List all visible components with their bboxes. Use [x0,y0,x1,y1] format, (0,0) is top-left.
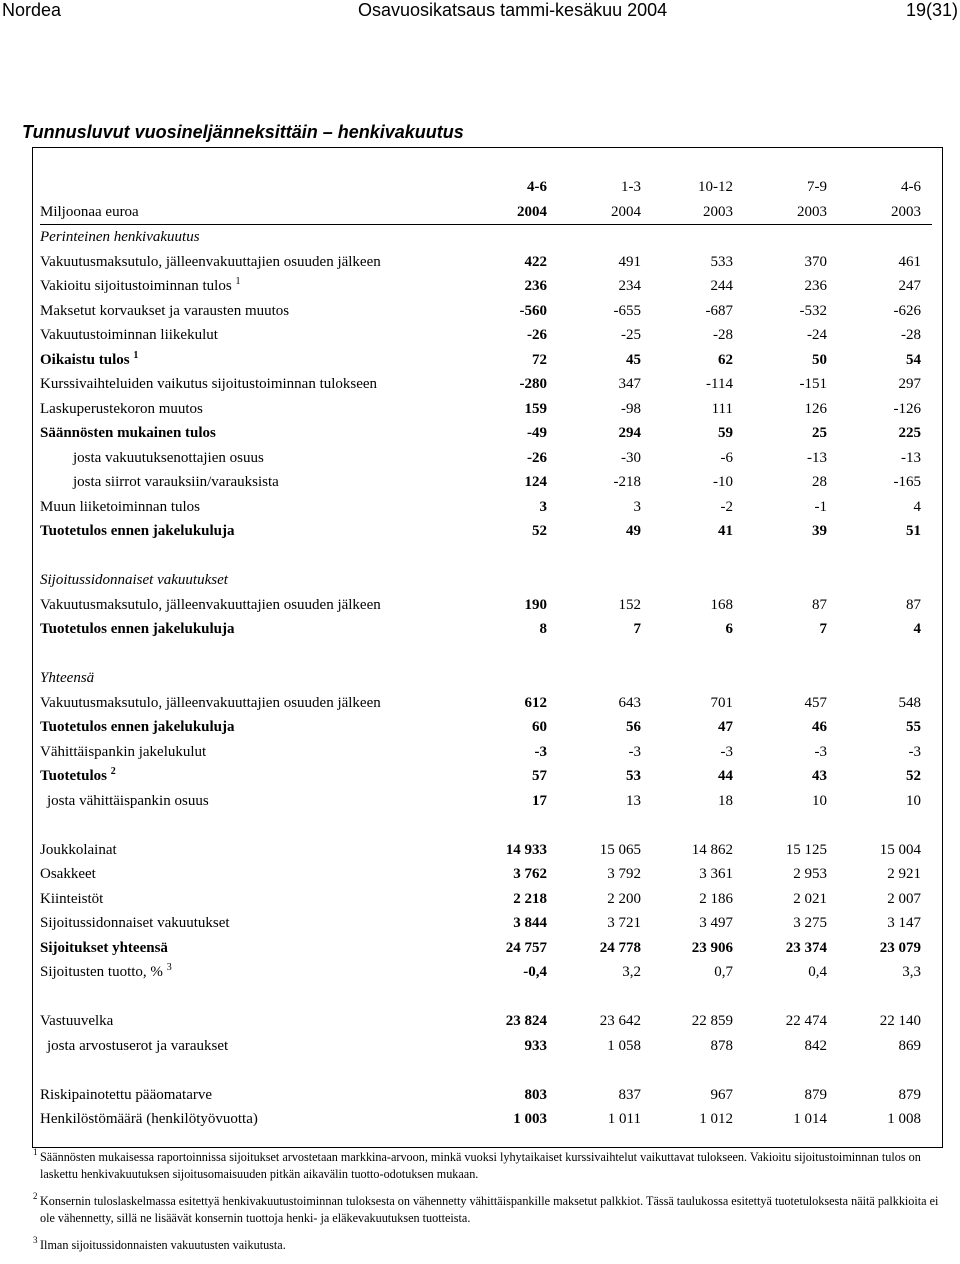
header-company: Nordea [2,0,62,20]
table-cell: 701 [710,694,733,711]
column-header-year-row [40,200,932,226]
row-label [40,936,168,961]
table-body [40,225,932,1132]
row-label-text: Sijoitussidonnaiset vakuutukset [40,915,230,931]
row-label [40,862,96,887]
table-cell: 236 [524,278,547,294]
table-row [40,1034,932,1059]
row-spacer [40,642,932,667]
table-cell: 3,2 [622,964,641,980]
unit-label: Miljoonaa euroa [40,203,139,220]
table-row [40,617,932,642]
table-cell: 124 [524,474,547,490]
row-label [40,299,289,324]
table-cell: 159 [524,400,547,417]
table-cell: -6 [720,449,733,466]
table-cell: -49 [527,425,547,441]
table-row [40,323,932,348]
row-label [40,372,377,397]
table-cell: 234 [618,278,641,294]
table-cell: 25 [812,425,827,441]
row-label-text: Riskipainotettu pääomatarve [40,1086,213,1103]
table-cell: -10 [713,474,733,490]
table-cell: 1 058 [607,1037,641,1054]
footnote-marker: 2 [110,766,116,777]
table-cell: 14 933 [505,841,547,858]
table-cell: 1 014 [793,1111,827,1127]
col-header-period: 1-3 [621,179,641,195]
page-header [0,0,960,22]
row-label-text: Vakuutusmaksutulo, jälleenvakuuttajien osuuden jälkeen [40,253,381,270]
row-label [40,764,116,789]
row-spacer [40,985,932,1010]
table-cell: 23 824 [505,1013,547,1029]
table-cell: -532 [799,302,827,319]
table-cell: 15 004 [879,841,921,858]
row-label-text: Perinteinen henkivakuutus [40,229,200,245]
table-cell: 50 [812,351,827,368]
table-cell: 2 021 [793,890,827,907]
table-cell: 23 906 [691,939,733,956]
table-cell: 60 [532,719,547,735]
section-heading [40,568,932,593]
row-spacer [40,813,932,838]
row-label-text: josta vähittäispankin osuus [47,792,209,809]
table-cell: 4 [913,621,921,637]
table-cell: 43 [812,768,827,784]
table-cell: 869 [898,1037,921,1054]
table-cell: 56 [626,719,641,735]
row-label-text: Laskuperustekoron muutos [40,400,203,417]
table-row [40,960,932,985]
table-cell: 17 [532,792,547,809]
table-cell: -626 [893,302,921,319]
row-label-text: Sijoitussidonnaiset vakuutukset [40,572,228,588]
table-cell: 548 [898,694,921,711]
table-cell: 87 [906,596,921,613]
table-cell: 126 [804,400,827,417]
table-cell: 54 [906,351,921,368]
table-cell: 842 [804,1037,827,1054]
row-label [40,838,117,863]
footnote-text: Säännösten mukaisessa raportoinnissa sijoitukset arvostetaan markkina-arvoon, minkä vuoksi lyhytaikaiset kurssivaihtelut vaikuttavat tulokseen. Vakioitu sijoitustoiminnan tulos on laskettu henkivakuutuksen sijoitusomaisuuden pitkän aikavälin tuotto-odotuksen mukaan. [40,1150,921,1181]
footnote [34,1237,939,1254]
row-label-text: josta vakuutuksenottajien osuus [73,449,264,466]
table-cell: -24 [807,327,827,343]
table-cell: 643 [618,694,641,711]
table-cell: 297 [898,376,921,392]
table-cell: -280 [519,376,547,392]
table-row [40,421,932,446]
footnote-marker: 1 [133,349,139,361]
table-cell: 1 012 [699,1111,733,1127]
table-cell: -1 [814,498,827,515]
table-cell: -3 [534,743,547,760]
table-cell: 1 003 [513,1111,547,1127]
row-label-text: Sijoitukset yhteensä [40,939,168,956]
column-header-period-row [40,175,932,200]
row-label [47,789,209,814]
row-label [40,593,381,618]
row-spacer [40,544,932,569]
header-page-number: 19(31) [905,0,958,20]
table-cell: -3 [908,743,921,760]
table-row [40,715,932,740]
table-cell: 3 792 [607,866,641,882]
table-cell: -13 [807,449,827,466]
table-cell: 22 474 [785,1013,827,1029]
footnote-text: Ilman sijoitussidonnaisten vakuutusten vaikutusta. [40,1238,286,1252]
row-label-text: Maksetut korvaukset ja varausten muutos [40,302,290,319]
table-cell: 190 [524,596,547,613]
row-label-text: Sijoitusten tuotto, % [40,964,163,980]
section-heading [40,225,932,250]
table-cell: 461 [898,253,921,270]
table-row [40,862,932,887]
col-header-period: 7-9 [807,179,827,195]
row-label-text: Muun liiketoiminnan tulos [40,498,200,515]
table-cell: -2 [720,498,733,515]
row-label [40,666,94,691]
table-row [40,1107,932,1132]
table-cell: 2 921 [887,866,921,882]
table-row [40,519,932,544]
table-cell: -28 [713,327,733,343]
table-row [40,372,932,397]
table-cell: -26 [527,449,547,466]
table-cell: 87 [812,596,827,613]
table-row [40,470,932,495]
table-cell: 837 [618,1086,641,1103]
table-row [40,740,932,765]
table-cell: 3 [633,498,641,515]
row-label [40,323,218,348]
table-cell: 247 [898,278,921,294]
table-cell: 7 [819,621,827,637]
row-label-text: Joukkolainat [40,841,117,858]
table-cell: -3 [814,743,827,760]
table-cell: 23 374 [785,939,827,956]
row-label [40,421,216,446]
table-cell: 491 [618,253,641,270]
key-figures-table [40,175,932,1132]
table-cell: 52 [906,768,921,784]
header-report-title: Osavuosikatsaus tammi-kesäkuu 2004 [358,0,668,20]
table-cell: -26 [527,327,547,343]
row-label [40,960,172,985]
table-cell: 3 147 [887,915,921,931]
table-cell: -114 [706,376,733,392]
row-label [73,470,279,495]
footnote-text: Konsernin tuloslaskelmassa esitettyä henkivakuutustoiminnan tuloksesta on vähennetty vähittäispankille maksetut palkkiot. Tässä taulukossa esitettyä tuotetuloksesta näitä palkkioita ei ole vähennetty, sillä ne lisäävät konsernin tuottoja henki- ja eläkevakuutuksen tuotteista. [40,1194,939,1225]
table-row [40,274,932,299]
table-cell: 72 [532,351,547,368]
table-cell: 803 [524,1086,547,1103]
table-cell: 22 859 [691,1013,733,1029]
row-label-text: Vakuutustoiminnan liikekulut [40,327,218,343]
table-cell: 10 [906,792,921,809]
footnote-marker: 3 [166,962,172,973]
table-cell: 3 275 [793,915,827,931]
table-cell: 28 [812,474,827,490]
table-cell: 7 [633,621,641,637]
table-cell: 457 [804,694,827,711]
table-cell: -126 [893,400,921,417]
table-cell: 111 [711,400,733,417]
row-label [40,740,206,765]
table-cell: -165 [893,474,921,490]
table-cell: 55 [906,719,921,735]
table-cell: 51 [906,523,921,539]
table-cell: 244 [710,278,733,294]
table-cell: 347 [618,376,641,392]
table-cell: 18 [718,792,733,809]
table-cell: 2 007 [887,890,921,907]
table-cell: 3 361 [699,866,733,882]
row-label-text: Tuotetulos [40,768,107,784]
table-cell: 1 011 [607,1111,641,1127]
table-cell: 52 [532,523,547,539]
table-cell: -13 [901,449,921,466]
table-row [40,764,932,789]
table-cell: 879 [898,1086,921,1103]
row-label-text: Tuotetulos ennen jakelukuluja [40,621,235,637]
row-label-text: josta siirrot varauksiin/varauksista [73,474,279,490]
table-cell: 44 [718,768,733,784]
table-cell: -3 [628,743,641,760]
table-cell: 49 [626,523,641,539]
table-cell: 4 [913,498,921,515]
table-cell: 533 [710,253,733,270]
row-label [47,1034,228,1059]
table-cell: 39 [812,523,827,539]
col-header-period: 10-12 [698,179,733,195]
footnote-marker: 1 [235,276,241,287]
row-label [40,617,235,642]
table-cell: 23 642 [599,1013,641,1029]
table-cell: 2 218 [513,890,547,907]
table-cell: -28 [901,327,921,343]
table-cell: -0,4 [523,964,547,980]
table-cell: -3 [720,743,733,760]
row-label-text: Yhteensä [40,670,95,686]
table-cell: 2 953 [793,866,827,882]
table-cell: 62 [718,351,733,368]
table-cell: 967 [710,1086,733,1103]
table-cell: -655 [613,302,641,319]
col-header-period: 4-6 [527,179,547,195]
row-label-text: Kiinteistöt [40,890,104,907]
footnotes [34,1149,939,1264]
row-label-text: Osakkeet [40,866,96,882]
table-cell: 422 [524,253,547,270]
table-cell: 294 [618,425,641,441]
table-cell: 14 862 [691,841,733,858]
table-cell: 0,7 [714,964,733,980]
col-header-year: 2003 [703,203,733,220]
row-label-text: Vastuuvelka [40,1013,114,1029]
table-cell: 15 125 [785,841,827,858]
row-label [40,715,235,740]
col-header-period: 4-6 [901,179,921,195]
table-cell: -30 [621,449,641,466]
table-cell: 3 762 [513,866,547,882]
table-row [40,446,932,471]
row-label [40,397,203,422]
footnote-number: 3 [33,1235,38,1245]
table-cell: -98 [621,400,641,417]
table-cell: 1 008 [887,1111,921,1127]
row-label-text: Tuotetulos ennen jakelukuluja [40,719,235,735]
table-cell: 41 [718,523,733,539]
table-cell: 236 [804,278,827,294]
table-title: Tunnusluvut vuosineljänneksittäin – henkivakuutus [22,122,464,142]
table-cell: 45 [626,351,641,368]
footnote-number: 2 [33,1191,38,1201]
table-cell: -151 [799,376,827,392]
col-header-year: 2003 [891,203,921,220]
table-row [40,838,932,863]
table-cell: 879 [804,1086,827,1103]
row-label [40,495,200,520]
table-row [40,1083,932,1108]
table-row [40,911,932,936]
footnote [34,1149,939,1183]
row-label [40,568,228,593]
table-cell: 46 [812,719,827,735]
table-cell: 225 [898,425,921,441]
table-cell: -560 [519,302,547,319]
table-cell: 3 721 [607,915,641,931]
table-cell: 933 [524,1037,547,1054]
table-cell: 2 186 [699,890,733,907]
col-header-year: 2003 [797,203,827,220]
table-row [40,936,932,961]
row-label-text: Henkilöstömäärä (henkilötyövuotta) [40,1111,258,1127]
table-cell: 22 140 [879,1013,921,1029]
row-spacer [40,1058,932,1083]
table-cell: 3 844 [513,915,547,931]
section-heading [40,666,932,691]
table-cell: 24 757 [505,939,547,956]
footnote-divider [32,1147,943,1148]
table-row [40,593,932,618]
table-cell: 15 065 [599,841,641,858]
table-row [40,299,932,324]
row-label [40,250,381,275]
table-cell: 13 [626,792,641,809]
table-cell: 0,4 [808,964,827,980]
table-cell: 24 778 [599,939,641,956]
table-cell: 612 [524,694,547,711]
row-label [73,446,264,471]
col-header-year: 2004 [611,203,641,220]
row-label [40,274,240,299]
row-label [40,225,200,250]
table-cell: 8 [539,621,547,637]
row-label-text: Kurssivaihteluiden vaikutus sijoitustoiminnan tulokseen [40,376,378,392]
row-label-text: Vakioitu sijoitustoiminnan tulos [40,278,232,294]
row-label-text: Vakuutusmaksutulo, jälleenvakuuttajien osuuden jälkeen [40,694,381,711]
row-label [40,887,103,912]
row-label [40,1083,212,1108]
table-row [40,1009,932,1034]
row-label [40,1009,113,1034]
table-cell: 3 497 [699,915,733,931]
table-cell: -687 [705,302,733,319]
table-cell: 3,3 [902,964,921,980]
table-cell: 10 [812,792,827,809]
table-cell: 59 [718,425,733,441]
table-cell: -25 [621,327,641,343]
row-label [40,691,381,716]
table-cell: 2 200 [607,890,641,907]
table-cell: 152 [618,596,641,613]
table-cell: 23 079 [879,939,921,956]
table-row [40,495,932,520]
row-label-text: Tuotetulos ennen jakelukuluja [40,523,235,539]
table-row [40,691,932,716]
row-label-text: Oikaistu tulos [40,351,130,368]
table-cell: 6 [725,621,733,637]
row-label-text: Vakuutusmaksutulo, jälleenvakuuttajien osuuden jälkeen [40,596,381,613]
table-row [40,397,932,422]
row-label [40,519,235,544]
footnote [34,1193,939,1227]
table-cell: 53 [626,768,641,784]
table-cell: 57 [532,768,547,784]
table-row [40,250,932,275]
table-cell: -218 [613,474,641,490]
table-cell: 168 [710,596,733,613]
row-label [40,1107,258,1132]
table-row [40,348,932,373]
footnote-number: 1 [33,1147,38,1157]
col-header-year: 2004 [517,203,547,220]
table-cell: 47 [718,719,733,735]
table-cell: 878 [710,1037,733,1054]
row-label-text: josta arvostuserot ja varaukset [47,1037,229,1054]
row-label [40,911,230,936]
table-cell: 370 [804,253,827,270]
row-label-text: Säännösten mukainen tulos [40,425,216,441]
row-label [40,348,138,373]
table-row [40,887,932,912]
table-row [40,789,932,814]
table-cell: 3 [539,498,547,515]
row-label-text: Vähittäispankin jakelukulut [40,743,207,760]
